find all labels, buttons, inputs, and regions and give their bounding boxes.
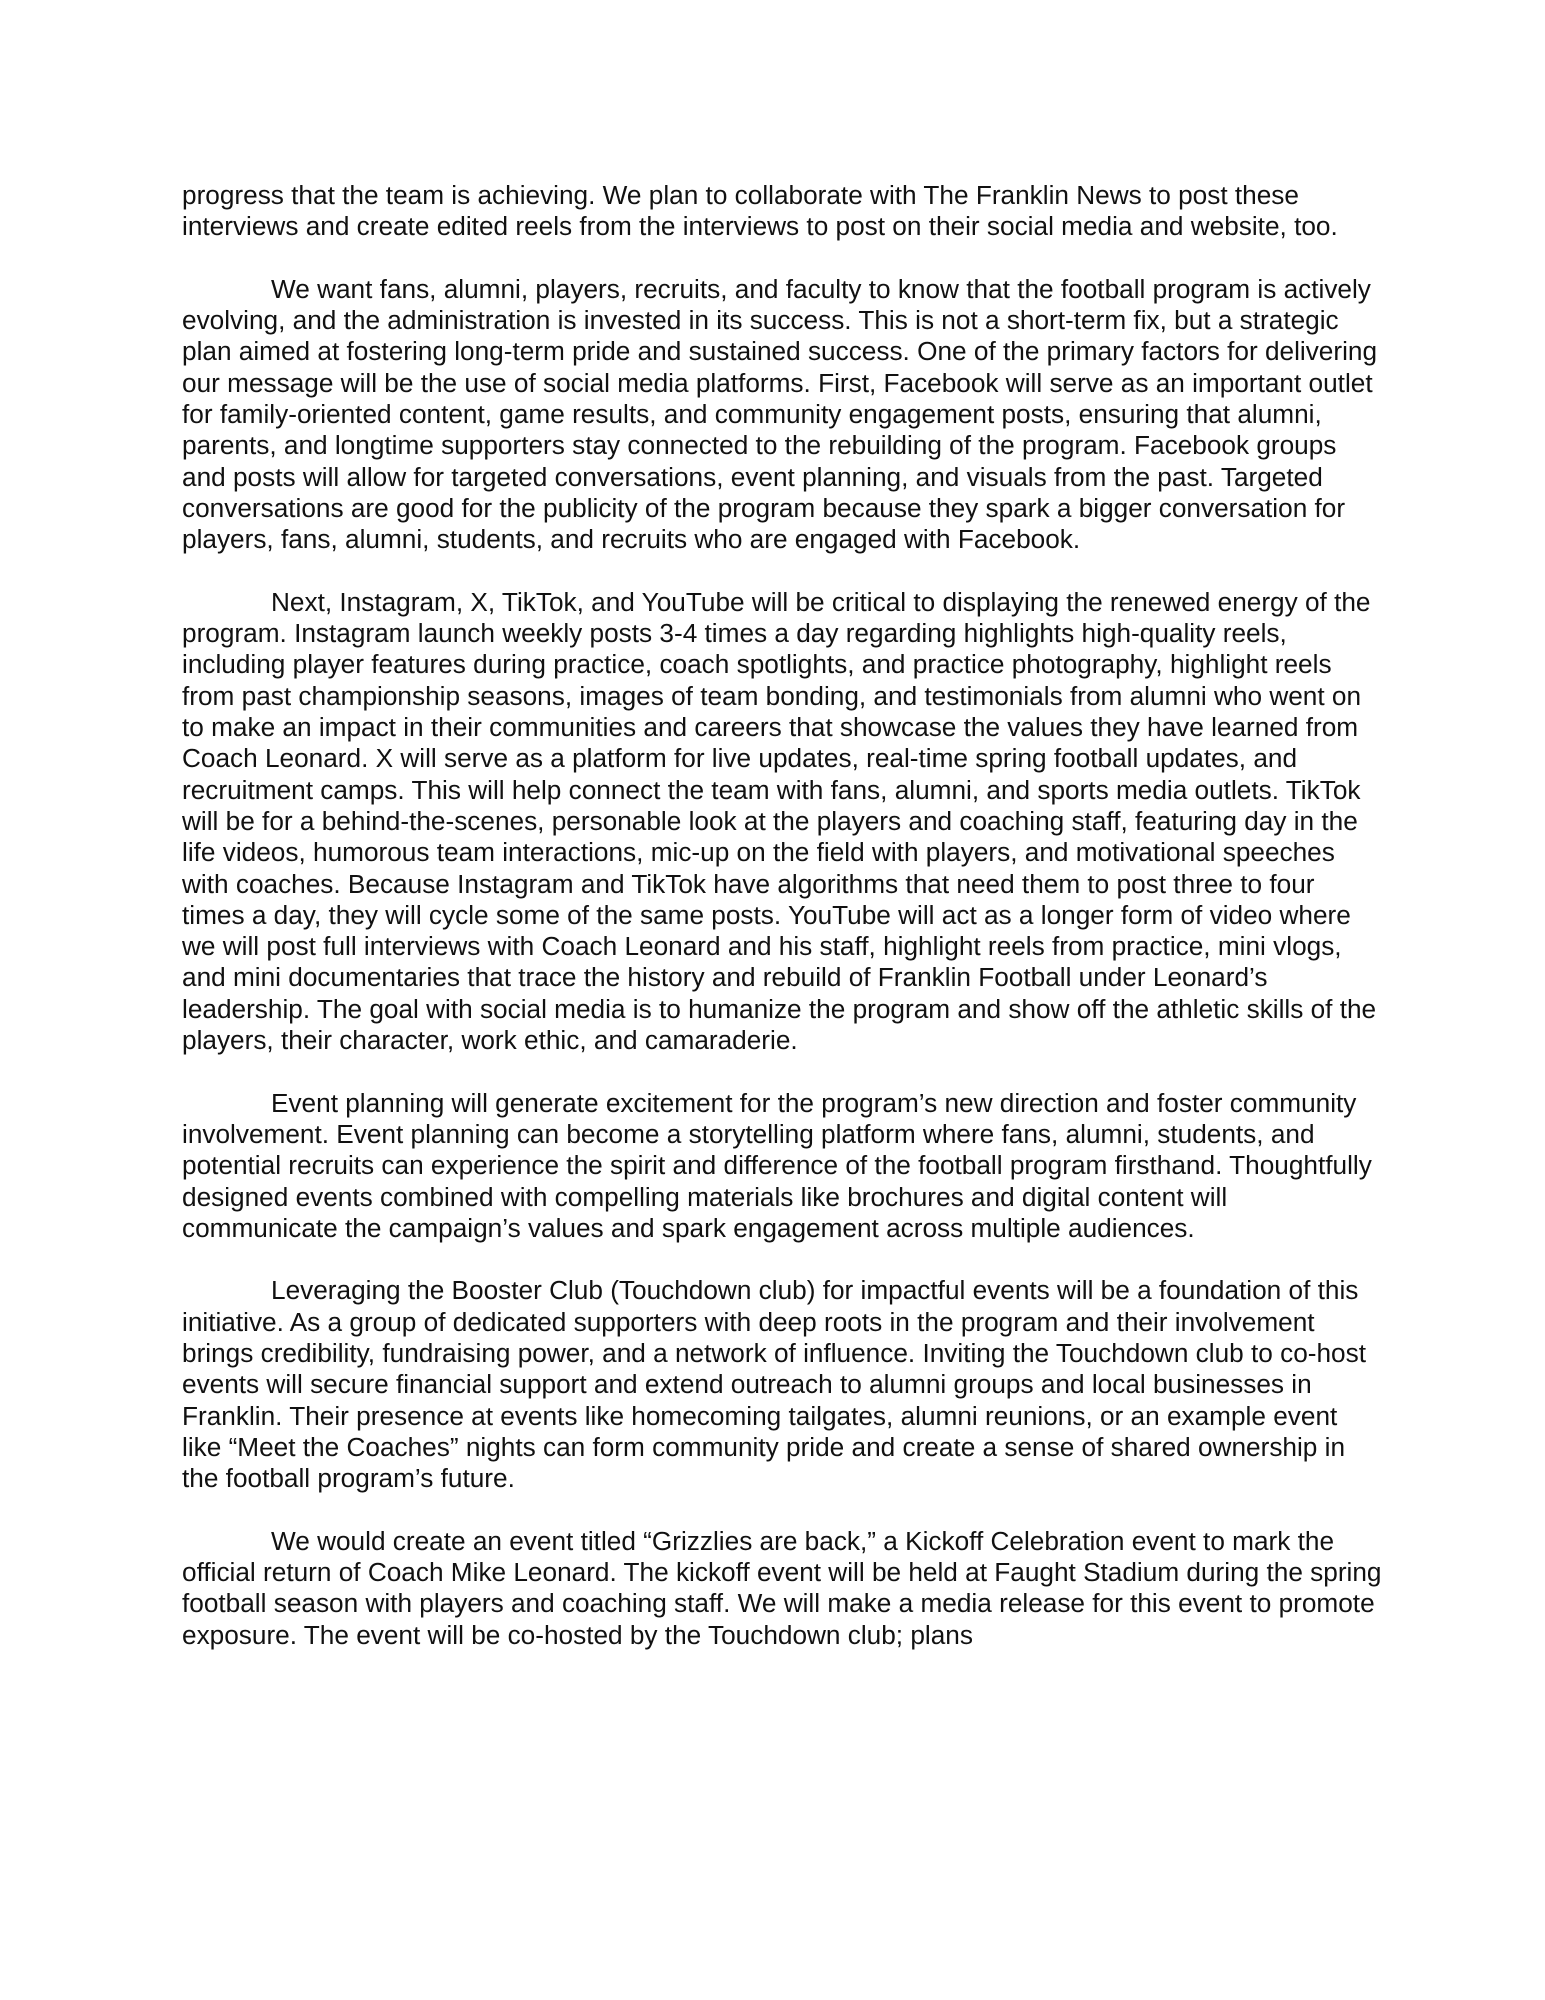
paragraph-interviews-continuation: progress that the team is achieving. We plan to collaborate with The Franklin News to post these interviews and create edited reels from the interviews to post on their social media and website, too. [182,180,1338,242]
paragraph-booster-club: Leveraging the Booster Club (Touchdown club) for impactful events will be a foundation of this initiative. As a group of dedicated supporters with deep roots in the program and their involvement brings credibility, fundraising power, and a network of influence. Inviting the Touchdown club to co-host events will secure financial support and extend outreach to alumni groups and local businesses in Franklin. Their presence at events like homecoming tailgates, alumni reunions, or an example event like “Meet the Coaches” nights can form community pride and create a sense of shared ownership in the football program’s future. [182,1275,1366,1494]
paragraph-audience-and-facebook: We want fans, alumni, players, recruits, and faculty to know that the football program is actively evolving, and the administration is invested in its success. This is not a short-term fix, but a strategic plan aimed at fostering long-term pride and sustained success. One of the primary factors for delivering our message will be the use of social media platforms. First, Facebook will serve as an important outlet for family-oriented content, game results, and community engagement posts, ensuring that alumni, parents, and longtime supporters stay connected to the rebuilding of the program. Facebook groups and posts will allow for targeted conversations, event planning, and visuals from the past. Targeted conversations are good for the publicity of the program because they spark a bigger conversation for players, fans, alumni, students, and recruits who are engaged with Facebook. [182,273,1378,555]
paragraph-kickoff-event: We would create an event titled “Grizzlies are back,” a Kickoff Celebration event to mark the official return of Coach Mike Leonard. The kickoff event will be held at Faught Stadium during the spring football season with players and coaching staff. We will make a media release for this event to promote exposure. The event will be co-hosted by the Touchdown club; plans [182,1525,1382,1650]
document-body [182,180,1382,1682]
paragraph-event-planning: Event planning will generate excitement for the program’s new direction and foster community involvement. Event planning can become a storytelling platform where fans, alumni, students, and potential recruits can experience the spirit and difference of the football program firsthand. Thoughtfully designed events combined with compelling materials like brochures and digital content will communicate the campaign’s values and spark engagement across multiple audiences. [182,1087,1372,1243]
paragraph-instagram-x-tiktok-youtube: Next, Instagram, X, TikTok, and YouTube will be critical to displaying the renewed energy of the program. Instagram launch weekly posts 3-4 times a day regarding highlights high-quality reels, including player features during practice, coach spotlights, and practice photography, highlight reels from past championship seasons, images of team bonding, and testimonials from alumni who went on to make an impact in their communities and careers that showcase the values they have learned from Coach Leonard. X will serve as a platform for live updates, real-time spring football updates, and recruitment camps. This will help connect the team with fans, alumni, and sports media outlets. TikTok will be for a behind-the-scenes, personable look at the players and coaching staff, featuring day in the life videos, humorous team interactions, mic-up on the field with players, and motivational speeches with coaches. Because Instagram and TikTok have algorithms that need them to post three to four times a day, they will cycle some of the same posts. YouTube will act as a longer form of video where we will post full interviews with Coach Leonard and his staff, highlight reels from practice, mini vlogs, and mini documentaries that trace the history and rebuild of Franklin Football under Leonard’s leadership. The goal with social media is to humanize the program and show off the athletic skills of the players, their character, work ethic, and camaraderie. [182,586,1377,1056]
